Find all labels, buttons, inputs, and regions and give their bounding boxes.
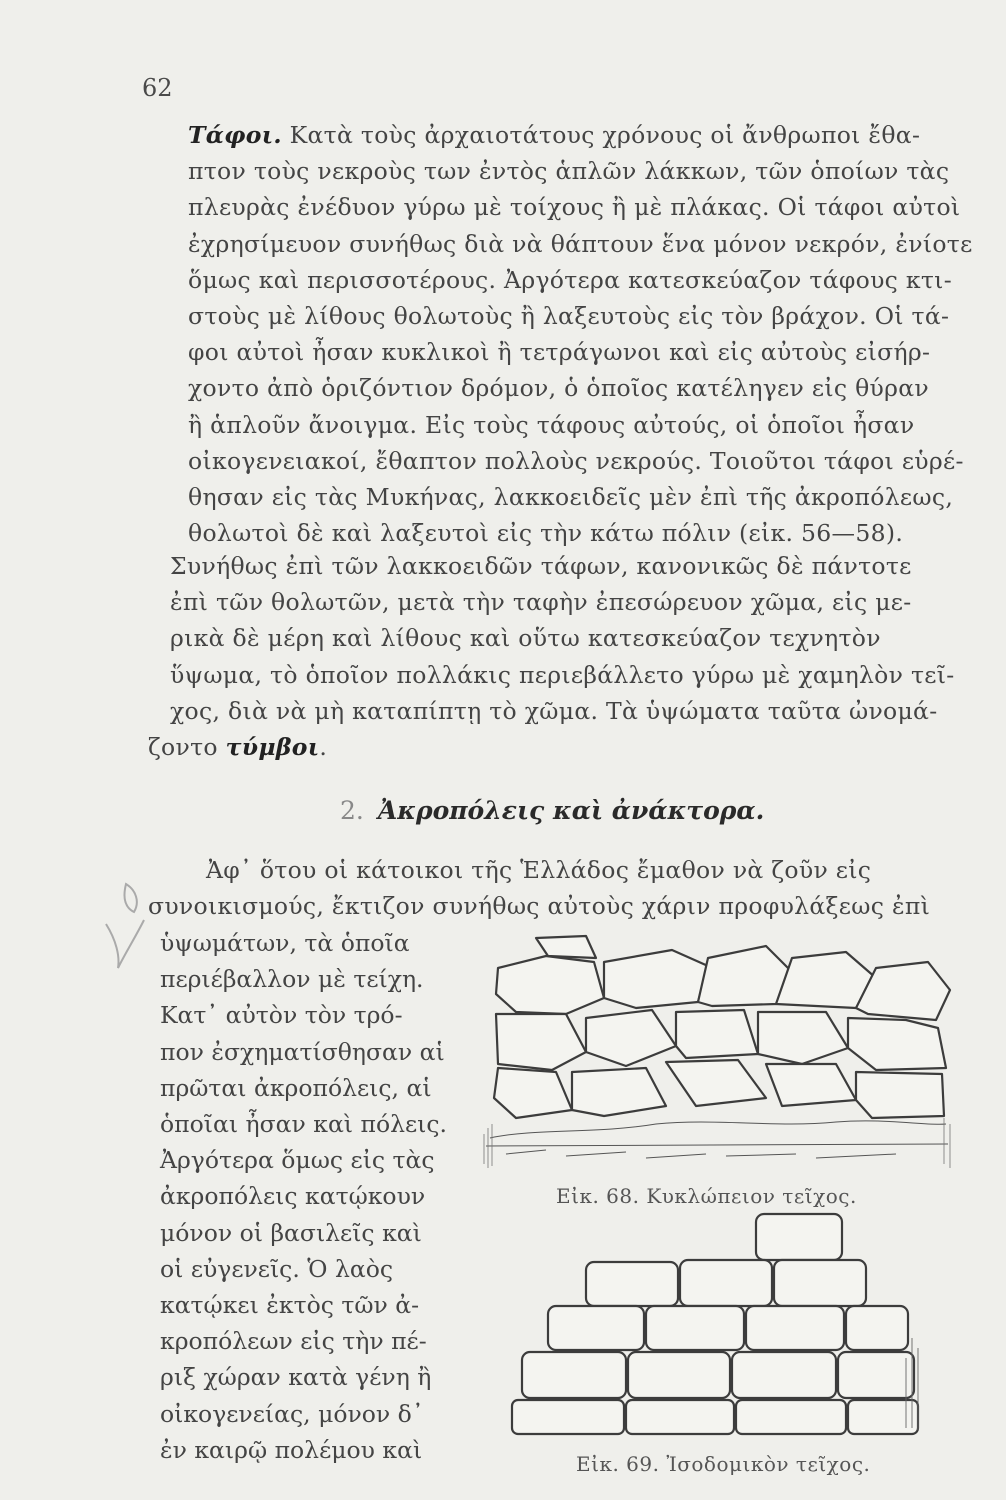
text-line: θολωτοὶ δὲ καὶ λαξευτοὶ εἰς τὴν κάτω πόλιν (εἰκ. 56—58). [188,519,904,548]
text-line: ὑψωμάτων, τὰ ὁποῖα [160,929,410,957]
text-line: μόνον οἱ βασιλεῖς καὶ [160,1218,422,1247]
text-line: ρικὰ δὲ μέρη καὶ λίθους καὶ οὕτω κατεσκεύαζον τεχνητὸν [170,624,881,653]
text-line: κατῴκει ἐκτὸς τῶν ἀ- [160,1291,420,1320]
term-tumuli: τύμβοι [225,733,320,762]
text-line: συνοικισμούς, ἔκτιζον συνήθως αὐτοὺς χάριν προφυλάξεως ἐπὶ [148,892,931,921]
text-line: Κατ᾽ αὐτὸν τὸν τρό- [160,1001,403,1030]
term-tombs: Τάφοι. [188,121,282,149]
text-line: Ἀργότερα ὅμως εἰς τὰς [160,1146,435,1175]
text-line-content: ζοντο [148,733,218,762]
text-line: ἀκροπόλεις κατῴκουν [160,1182,426,1211]
text-line: φοι αὐτοὶ ἦσαν κυκλικοὶ ἢ τετράγωνοι καὶ εἰς αὐτοὺς εἰσήρ- [188,338,931,367]
text-line: θησαν εἰς τὰς Μυκήνας, λακκοειδεῖς μὲν ἐπὶ τῆς ἀκροπόλεως, [188,483,954,512]
text-line: χοντο ἀπὸ ὁριζόντιον δρόμον, ὁ ὁποῖος κατέληγεν εἰς θύραν [188,374,930,403]
text-line: πλευρὰς ἐνέδυον γύρω μὲ τοίχους ἢ μὲ πλάκας. Οἱ τάφοι αὐτοὶ [188,193,961,222]
figure-cyclopean-wall [476,928,958,1178]
figure-69-caption: Εἰκ. 69. Ἰσοδομικὸν τεῖχος. [576,1452,871,1476]
text-line: κροπόλεων εἰς τὴν πέ- [160,1327,427,1356]
text-line: ὕψωμα, τὸ ὁποῖον πολλάκις περιεβάλλετο γύρω μὲ χαμηλὸν τεῖ- [170,660,955,689]
text-line: στοὺς μὲ λίθους θολωτοὺς ἢ λαξευτοὺς εἰς τὸν βράχον. Οἱ τά- [188,302,950,331]
paragraph-acropolis-column [160,925,460,1468]
text-line: ἐν καιρῷ πολέμου καὶ [160,1435,423,1464]
text-line [148,117,958,153]
isodomic-wall-illustration [508,1208,928,1443]
text-line-content: Κατὰ τοὺς ἀρχαιοτάτους χρόνους οἱ ἄνθρωποι ἔθα- [289,121,921,149]
text-line: πτον τοὺς νεκροὺς των ἐντὸς ἁπλῶν λάκκων, τῶν ὁποίων τὰς [188,157,950,186]
page-number: 62 [142,74,173,102]
text-line: ἢ ἁπλοῦν ἄνοιγμα. Εἰς τοὺς τάφους αὐτούς, οἱ ὁποῖοι ἦσαν [188,410,915,439]
text-line: Ἀφ᾽ ὅτου οἱ κάτοικοι τῆς Ἑλλάδος ἔμαθον νὰ ζοῦν εἰς [206,856,872,884]
paragraph-acropolis-intro [148,852,958,924]
text-line: πρῶται ἀκροπόλεις, αἱ [160,1073,432,1102]
text-line: ἐχρησίμευον συνήθως διὰ νὰ θάπτουν ἕνα μόνον νεκρόν, ἐνίοτε [188,229,973,258]
figure-68-caption: Εἰκ. 68. Κυκλώπειον τεῖχος. [556,1184,857,1208]
text-line: Συνήθως ἐπὶ τῶν λακκοειδῶν τάφων, κανονικῶς δὲ πάντοτε [170,552,912,580]
cyclopean-wall-illustration [476,928,958,1178]
figure-isodomic-wall [508,1208,928,1443]
text-line: περιέβαλλον μὲ τείχη. [160,965,424,994]
text-line: οἰκογενειακοί, ἔθαπτον πολλοὺς νεκρούς. Τοιοῦτοι τάφοι εὑρέ- [188,446,964,475]
text-line-content: . [319,733,328,762]
text-line: οἱ εὐγενεῖς. Ὁ λαὸς [160,1254,394,1283]
section-title: Ἀκροπόλεις καὶ ἀνάκτορα. [377,796,765,825]
text-line: ριξ χώραν κατὰ γένη ἢ [160,1363,432,1392]
section-heading [340,796,764,825]
text-line: ὅμως καὶ περισσοτέρους. Ἀργότερα κατεσκεύαζον τάφους κτι- [188,265,952,294]
paragraph-tombs [148,117,973,551]
section-number: 2. [340,796,364,825]
text-line: χος, διὰ νὰ μὴ καταπίπτῃ τὸ χῶμα. Τὰ ὑψώματα ταῦτα ὠνομά- [170,696,938,725]
text-line: οἰκογενείας, μόνον δ᾽ [160,1399,424,1428]
text-line: πον ἐσχηματίσθησαν αἱ [160,1037,445,1066]
text-line: ἐπὶ τῶν θολωτῶν, μετὰ τὴν ταφὴν ἐπεσώρευον χῶμα, εἰς με- [170,588,912,617]
paragraph-tumuli [148,548,958,765]
text-line [148,729,958,765]
handwritten-margin-mark [96,860,156,980]
text-line: ὁποῖαι ἦσαν καὶ πόλεις. [160,1110,448,1139]
